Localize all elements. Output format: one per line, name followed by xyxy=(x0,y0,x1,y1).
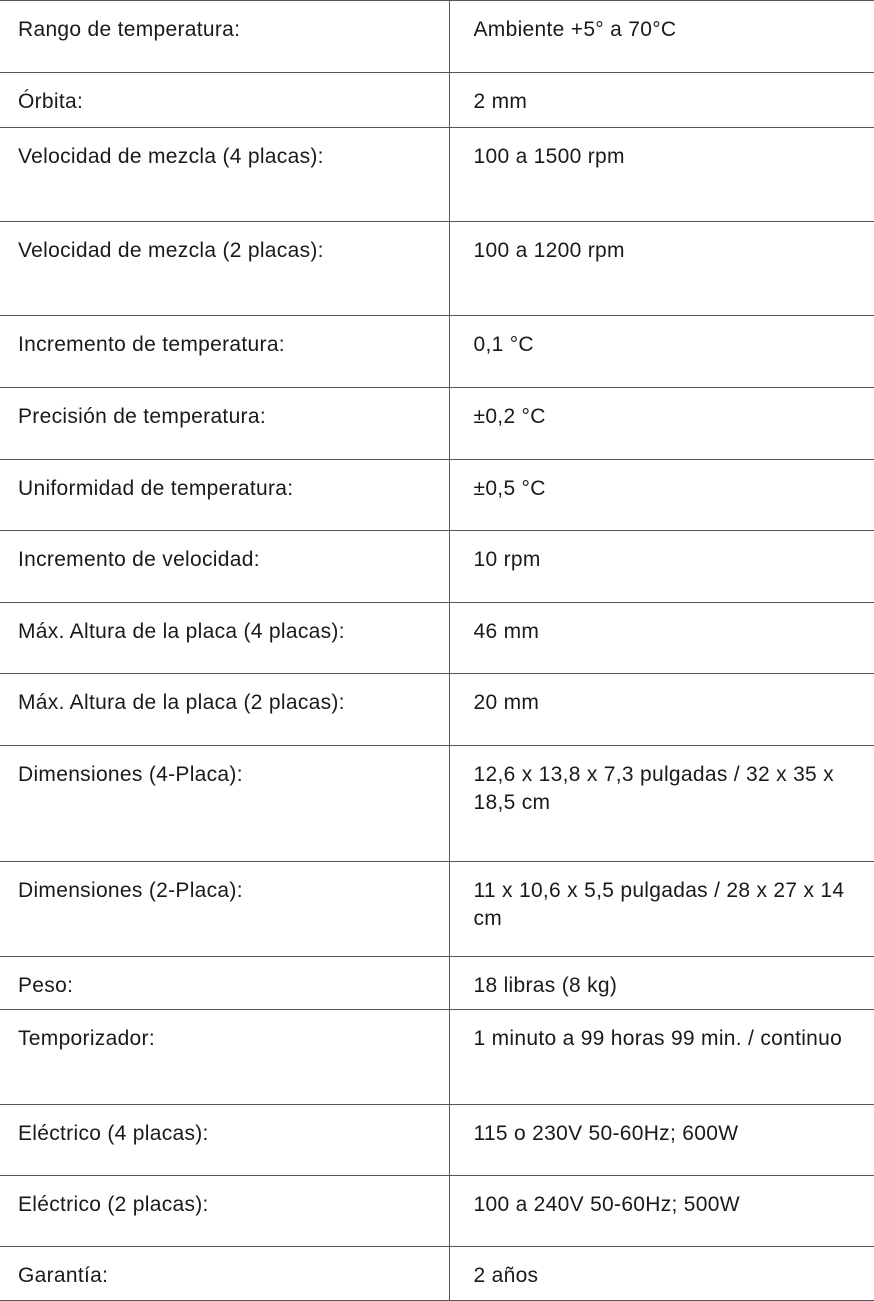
spec-label: Eléctrico (2 placas): xyxy=(0,1176,449,1247)
table-row xyxy=(0,222,874,316)
spec-label: Eléctrico (4 placas): xyxy=(0,1105,449,1176)
spec-label: Temporizador: xyxy=(0,1010,449,1105)
table-row xyxy=(0,460,874,531)
spec-value: ±0,5 °C xyxy=(449,460,874,531)
spec-label: Dimensiones (4-Placa): xyxy=(0,746,449,862)
spec-label: Garantía: xyxy=(0,1247,449,1301)
spec-value: 0,1 °C xyxy=(449,316,874,388)
spec-value: 20 mm xyxy=(449,674,874,746)
table-row xyxy=(0,603,874,674)
spec-value: 11 x 10,6 x 5,5 pulgadas / 28 x 27 x 14 cm xyxy=(449,862,874,957)
table-row xyxy=(0,862,874,957)
table-row xyxy=(0,1176,874,1247)
spec-value: 2 mm xyxy=(449,73,874,128)
table-row xyxy=(0,128,874,222)
spec-label: Máx. Altura de la placa (2 placas): xyxy=(0,674,449,746)
spec-label: Órbita: xyxy=(0,73,449,128)
spec-label: Máx. Altura de la placa (4 placas): xyxy=(0,603,449,674)
spec-label: Incremento de temperatura: xyxy=(0,316,449,388)
spec-value: 100 a 240V 50-60Hz; 500W xyxy=(449,1176,874,1247)
table-row xyxy=(0,73,874,128)
spec-value: 46 mm xyxy=(449,603,874,674)
spec-label: Uniformidad de temperatura: xyxy=(0,460,449,531)
spec-label: Peso: xyxy=(0,957,449,1010)
table-row xyxy=(0,531,874,603)
table-row xyxy=(0,1247,874,1301)
table-row xyxy=(0,1,874,73)
spec-value: ±0,2 °C xyxy=(449,388,874,460)
spec-label: Dimensiones (2-Placa): xyxy=(0,862,449,957)
table-row xyxy=(0,1010,874,1105)
spec-value: 1 minuto a 99 horas 99 min. / continuo xyxy=(449,1010,874,1105)
spec-value: 18 libras (8 kg) xyxy=(449,957,874,1010)
spec-label: Velocidad de mezcla (4 placas): xyxy=(0,128,449,222)
spec-value: 100 a 1500 rpm xyxy=(449,128,874,222)
spec-value: 12,6 x 13,8 x 7,3 pulgadas / 32 x 35 x 18,5 cm xyxy=(449,746,874,862)
spec-value: Ambiente +5° a 70°C xyxy=(449,1,874,73)
spec-value: 2 años xyxy=(449,1247,874,1301)
spec-value: 10 rpm xyxy=(449,531,874,603)
table-row xyxy=(0,1105,874,1176)
spec-label: Velocidad de mezcla (2 placas): xyxy=(0,222,449,316)
spec-label: Precisión de temperatura: xyxy=(0,388,449,460)
spec-value: 115 o 230V 50-60Hz; 600W xyxy=(449,1105,874,1176)
table-row xyxy=(0,316,874,388)
spec-label: Rango de temperatura: xyxy=(0,1,449,73)
spec-label: Incremento de velocidad: xyxy=(0,531,449,603)
table-row xyxy=(0,388,874,460)
spec-value: 100 a 1200 rpm xyxy=(449,222,874,316)
table-row xyxy=(0,957,874,1010)
table-row xyxy=(0,746,874,862)
table-row xyxy=(0,674,874,746)
